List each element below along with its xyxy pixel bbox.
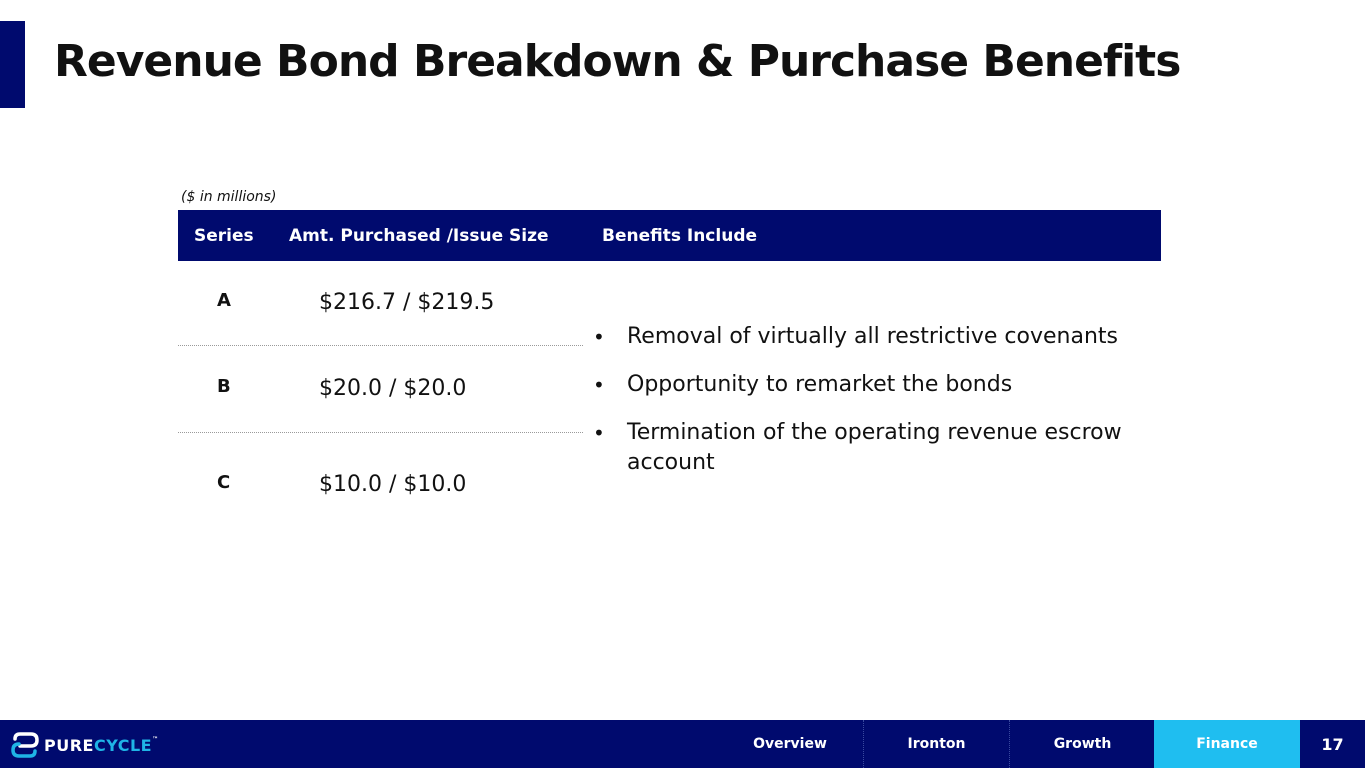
series-label: A: [217, 290, 231, 311]
benefit-item: [593, 322, 1153, 352]
page-title: Revenue Bond Breakdown & Purchase Benefits: [54, 36, 1181, 87]
amount-value: $20.0 / $20.0: [319, 376, 467, 401]
logo-text-pure: PURE: [44, 735, 94, 755]
logo-trademark: ™: [152, 735, 159, 743]
logo-text-cycle: CYCLE: [93, 735, 153, 755]
nav-tab-overview[interactable]: Overview: [753, 736, 827, 752]
benefit-text: Removal of virtually all restrictive covenants: [627, 324, 1118, 349]
title-accent-bar: [0, 21, 25, 108]
bullet-icon: •: [593, 325, 605, 349]
series-label: B: [217, 376, 231, 397]
header-amount: Amt. Purchased /Issue Size: [289, 226, 549, 246]
benefit-item: [593, 418, 1153, 478]
amount-value: $216.7 / $219.5: [319, 290, 495, 315]
nav-tab-growth[interactable]: Growth: [1009, 720, 1155, 768]
header-benefits: Benefits Include: [602, 226, 758, 246]
units-note: ($ in millions): [181, 189, 277, 205]
benefit-text: Opportunity to remarket the bonds: [627, 372, 1013, 397]
series-label: C: [217, 472, 231, 493]
bullet-icon: •: [593, 373, 605, 397]
page-number: 17: [1321, 735, 1344, 754]
nav-tab-finance[interactable]: Finance: [1154, 720, 1300, 768]
table-header: [178, 210, 1161, 261]
header-series: Series: [194, 226, 254, 246]
nav-tab-ironton[interactable]: Ironton: [863, 720, 1009, 768]
footer-bar: [0, 720, 1365, 768]
row-divider: [178, 345, 583, 346]
amount-value: $10.0 / $10.0: [319, 472, 467, 497]
row-divider: [178, 432, 583, 433]
benefit-item: [593, 370, 1153, 400]
bullet-icon: •: [593, 421, 605, 445]
purecycle-logo-icon: [11, 732, 39, 758]
purecycle-logo: [11, 732, 159, 758]
benefit-text: Termination of the operating revenue escrow account: [627, 420, 1122, 475]
benefits-list: [593, 322, 1153, 496]
logo-wordmark: [44, 736, 159, 755]
